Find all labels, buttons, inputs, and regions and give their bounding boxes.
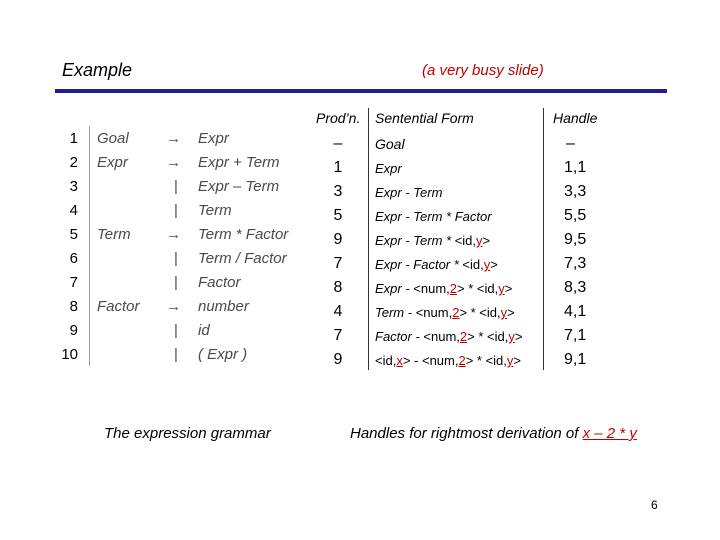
title-rule — [55, 89, 667, 93]
derivation-handle: 5,5 — [564, 207, 587, 224]
form-token: y — [506, 353, 514, 368]
form-token: Expr - Term * — [375, 233, 455, 248]
derivation-handle: 8,3 — [564, 279, 587, 296]
grammar-rule-number: 4 — [69, 202, 78, 219]
derivation-sentential-form — [375, 353, 521, 368]
grammar-rule-arrow: | — [174, 178, 178, 195]
grammar-rule-lhs: Factor — [97, 298, 140, 315]
derivation-prod: 7 — [333, 255, 343, 272]
form-token: <id, — [462, 257, 484, 272]
derivation-handle: 9,1 — [564, 351, 587, 368]
form-token: <id, — [454, 233, 477, 248]
first-row-handle: – — [566, 135, 575, 152]
grammar-rule-number: 1 — [69, 130, 78, 147]
derivation-sentential-form — [375, 281, 512, 296]
left-caption: The expression grammar — [104, 425, 271, 442]
form-token: Factor - — [375, 329, 424, 344]
grammar-rule-arrow: | — [174, 322, 178, 339]
grammar-rule-arrow: → — [166, 226, 181, 243]
grammar-rule-rhs: Expr + Term — [198, 154, 280, 171]
derivation-handle: 1,1 — [564, 159, 587, 176]
right-caption-text: Handles for rightmost derivation of — [350, 425, 583, 442]
slide-title: Example — [62, 60, 133, 80]
derivation-handle: 7,1 — [564, 327, 587, 344]
form-token: Expr - Term — [375, 185, 443, 200]
grammar-rule-number: 9 — [69, 322, 78, 339]
form-token: <num, — [423, 329, 460, 344]
derivation-sentential-form — [375, 185, 442, 200]
slide-subtitle: (a very busy slide) — [422, 62, 544, 79]
grammar-rule-number: 8 — [69, 298, 78, 315]
header-form: Sentential Form — [375, 110, 474, 126]
grammar-rule-arrow: → — [166, 154, 181, 171]
grammar-rule-rhs: id — [198, 322, 210, 339]
grammar-divider — [89, 126, 90, 366]
first-row-form: Goal — [375, 136, 405, 152]
grammar-rule-number: 5 — [69, 226, 78, 243]
form-token: > - <num, — [402, 353, 459, 368]
derivation-prod: 8 — [333, 279, 343, 296]
grammar-rule-lhs: Expr — [97, 154, 128, 171]
derivation-prod: 4 — [333, 303, 343, 320]
form-token: <num, — [415, 305, 453, 320]
derivation-sentential-form — [375, 161, 402, 176]
form-token: > — [490, 257, 498, 272]
grammar-rule-arrow: | — [174, 202, 178, 219]
grammar-rule-rhs: Factor — [198, 274, 241, 291]
form-token: x — [396, 353, 403, 368]
derivation-handle: 3,3 — [564, 183, 587, 200]
form-right-line — [543, 108, 544, 370]
derivation-sentential-form — [375, 209, 492, 224]
form-token: Expr - — [375, 281, 414, 296]
derivation-sentential-form — [375, 233, 490, 248]
grammar-rule-arrow: → — [166, 130, 181, 147]
form-token: <id, — [375, 353, 397, 368]
derivation-sentential-form — [375, 257, 498, 272]
grammar-rule-number: 6 — [69, 250, 78, 267]
grammar-rule-rhs: Expr – Term — [198, 178, 280, 195]
grammar-rule-number: 7 — [69, 274, 78, 291]
grammar-rule-number: 2 — [69, 154, 78, 171]
form-token: Expr — [375, 161, 402, 176]
grammar-rule-rhs: Term * Factor — [198, 226, 289, 243]
form-token: > — [504, 281, 513, 296]
grammar-rule-number: 10 — [61, 346, 78, 363]
form-token: > — [514, 329, 523, 344]
derivation-handle: 4,1 — [564, 303, 587, 320]
form-token: > — [482, 233, 491, 248]
form-token: Expr - Term * Factor — [375, 209, 492, 224]
grammar-rule-rhs: ( Expr ) — [198, 346, 248, 363]
form-token: y — [498, 281, 505, 296]
grammar-rule-rhs: Term — [198, 202, 232, 219]
derivation-prod: 9 — [333, 231, 343, 248]
derivation-prod: 5 — [333, 207, 343, 224]
header-handle: Handle — [553, 110, 598, 126]
form-token: > * <id, — [467, 329, 509, 344]
derivation-handle: 9,5 — [564, 231, 587, 248]
form-token: > — [507, 305, 515, 320]
form-token: <num, — [413, 281, 450, 296]
grammar-rule-rhs: Expr — [198, 130, 229, 147]
grammar-rule-rhs: number — [198, 298, 249, 315]
header-prod: Prod’n. — [316, 110, 361, 126]
form-left-line — [368, 108, 369, 370]
derivation-handle: 7,3 — [564, 255, 587, 272]
form-token: y — [483, 257, 491, 272]
grammar-rule-rhs: Term / Factor — [198, 250, 287, 267]
derivation-prod: 1 — [333, 159, 343, 176]
page-number: 6 — [651, 498, 658, 512]
grammar-rule-number: 3 — [69, 178, 78, 195]
right-caption — [350, 425, 637, 442]
grammar-rule-arrow: | — [174, 274, 178, 291]
form-token: 2 — [459, 329, 468, 344]
derivation-sentential-form — [375, 329, 522, 344]
grammar-rule-arrow: | — [174, 250, 178, 267]
form-token: > * <id, — [459, 305, 501, 320]
grammar-rule-arrow: | — [174, 346, 178, 363]
form-token: y — [500, 305, 508, 320]
form-token: y — [476, 233, 483, 248]
grammar-rule-lhs: Goal — [97, 130, 129, 147]
form-token: y — [508, 329, 515, 344]
form-token: > * <id, — [465, 353, 507, 368]
right-caption-expression: x – 2 * y — [582, 425, 637, 442]
grammar-rule-arrow: → — [166, 298, 181, 315]
form-token: 2 — [452, 305, 460, 320]
derivation-sentential-form — [375, 305, 515, 320]
first-row-prod: – — [333, 135, 343, 152]
form-token: 2 — [449, 281, 458, 296]
form-token: Expr - Factor * — [375, 257, 463, 272]
form-token: > * <id, — [457, 281, 499, 296]
form-token: 2 — [458, 353, 466, 368]
grammar-rule-lhs: Term — [97, 226, 131, 243]
derivation-prod: 9 — [333, 351, 343, 368]
derivation-prod: 3 — [333, 183, 343, 200]
form-token: Term - — [375, 305, 416, 320]
form-token: > — [513, 353, 521, 368]
derivation-prod: 7 — [333, 327, 343, 344]
